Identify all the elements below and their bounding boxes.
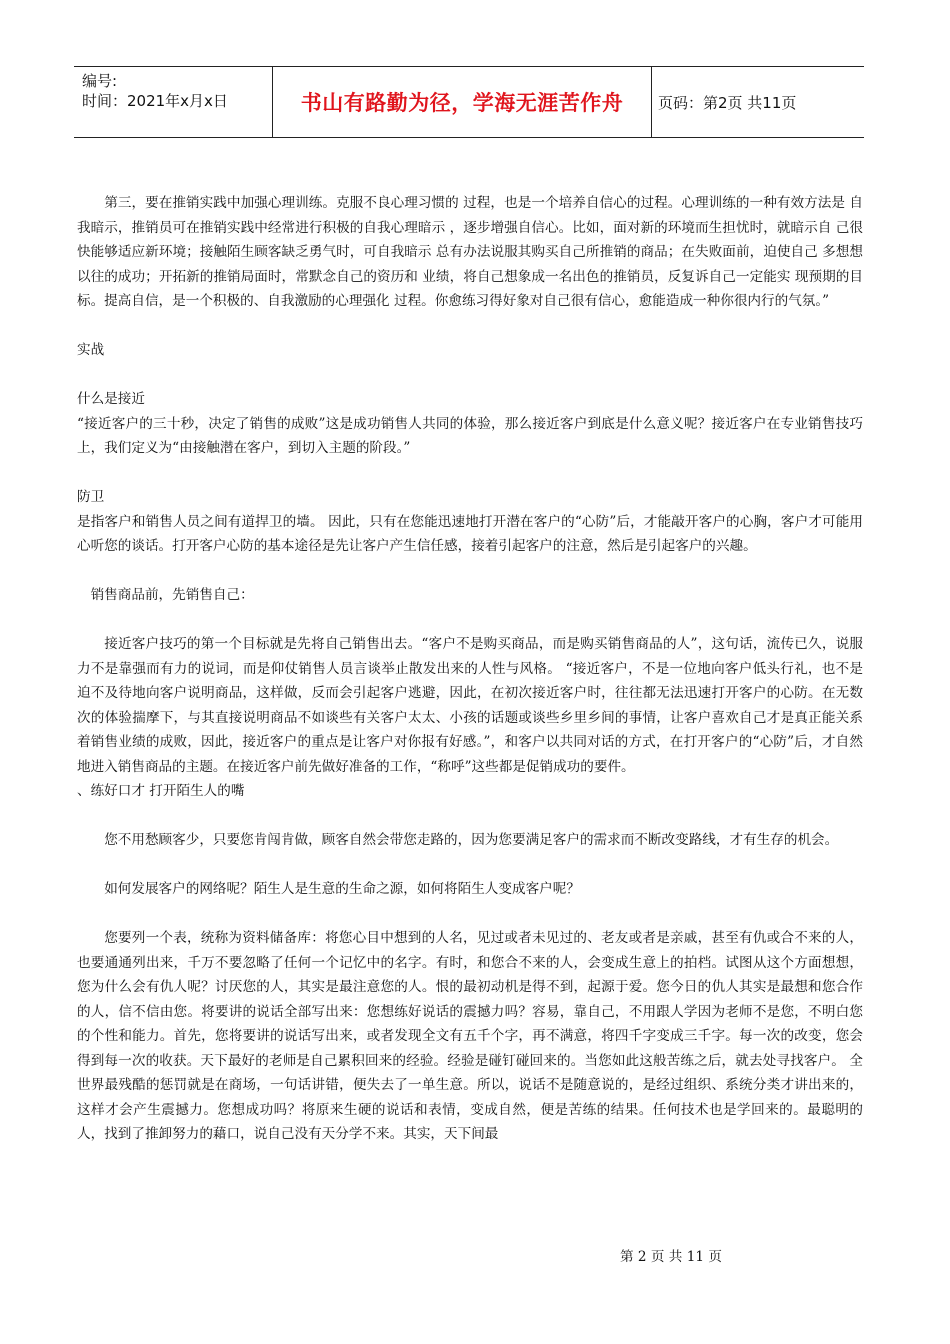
paragraph-network: 如何发展客户的网络呢？陌生人是生意的生命之源，如何将陌生人变成客户呢？ bbox=[104, 881, 580, 897]
paragraph-customers: 您不用愁顾客少，只要您肯闯肯做，顾客自然会带您走路的，因为您要满足客户的需求而不断改变路线，才有生存的机会。 bbox=[104, 832, 839, 848]
heading-eloquence: 、练好口才 打开陌生人的嘴 bbox=[77, 783, 245, 799]
heading-defense: 防卫 bbox=[77, 489, 105, 505]
paragraph-list: 您要列一个表，统称为资料储备库：将您心目中想到的人名，见过或者未见过的、老友或者是亲戚，甚至有仇或合不来的人，也要通通列出来，千万不要忽略了任何一个记忆中的名字。有时，和您合不来的人，会变成生意上的拍档。试图从这个方面想想，您为什么会有仇人呢？讨厌您的人，其实是最注意您的人。恨的最初动机是得不到，起源于爱。您今日的仇人其实是最想和您合作的人，信不信由您。将要讲的说话全部写出来：您想练好说话的震撼力吗？容易，靠自己，不用跟人学因为老师不是您，不明白您的个性和能力。首先，您将要讲的说话写出来，或者发现全文有五千个字，再不满意，将四千字变成三千字。每一次的改变，您会得到每一次的收获。天下最好的老师是自己累积回来的经验。经验是碰钉碰回来的。当您如此这般苦练之后，就去处寻找客户。 全世界最残酷的惩罚就是在商场，一句话讲错，便失去了一单生意。所以，说话不是随意说的，是经过组织、系统分类才讲出来的，这样才会产生震撼力。您想成功吗？将原来生硬的说话和表情，变成自然，便是苦练的结果。任何技术也是学回来的。最聪明的人，找到了推卸努力的藉口，说自己没有天分学不来。其实，天下间最 bbox=[77, 930, 863, 1142]
page-footer: 第 2 页 共 11 页 bbox=[620, 1249, 722, 1265]
heading-sell-yourself: 销售商品前，先销售自己： bbox=[90, 587, 254, 603]
paragraph-defense: 是指客户和销售人员之间有道捍卫的墙。 因此，只有在您能迅速地打开潜在客户的“心防”后，才能敲开客户的心胸，客户才可能用心听您的谈话。打开客户心防的基本途径是先让客户产生信任感，接着引起客户的注意，然后是引起客户的兴趣。 bbox=[77, 513, 863, 554]
header-motto: 书山有路勤为径，学海无涯苦作舟 bbox=[272, 67, 652, 137]
heading-practice: 实战 bbox=[77, 342, 105, 358]
paragraph-psych-training: 第三，要在推销实践中加强心理训练。克服不良心理习惯的 过程，也是一个培养自信心的过程。心理训练的一种有效方法是 自我暗示，推销员可在推销实践中经常进行积极的自我心理暗示 ，逐步增强自信心。比如，面对新的环境而生担忧时，就暗示自 己很快能够适应新环境；接触陌生顾客缺乏勇气时，可自我暗示 总有办法说服其购买自己所推销的商品；在失败面前，迫使自己 多想想以往的成功；开拓新的推销局面时，常默念自己的资历和 业绩，将自己想象成一名出色的推销员，反复诉自己一定能实 现预期的目标。提高自信，是一个积极的、自我激励的心理强化 过程。你愈练习得好象对自己很有信心，愈能造成一种你很内行的气氛。” bbox=[77, 195, 863, 309]
header-meta bbox=[74, 67, 272, 137]
heading-what-is-approach: 什么是接近 bbox=[77, 391, 145, 407]
document-body bbox=[77, 191, 863, 1147]
paragraph-sell-yourself: 接近客户技巧的第一个目标就是先将自己销售出去。“客户不是购买商品，而是购买销售商品的人”，这句话，流传已久，说服力不是靠强而有力的说词，而是仰仗销售人员言谈举止散发出来的人性与风格。 “接近客户，不是一位地向客户低头行礼，也不是迫不及待地向客户说明商品，这样做，反而会引起客户逃避，因此，在初次接近客户时，往往都无法迅速打开客户的心防。在无数次的体验揣摩下，与其直接说明商品不如谈些有关客户太太、小孩的话题或谈些乡里乡间的事情，让客户喜欢自己才是真正能关系着销售业绩的成败，因此，接近客户的重点是让客户对你报有好感。”，和客户以共同对话的方式，在打开客户的“心防”后，才自然地进入销售商品的主题。在接近客户前先做好准备的工作，“称呼”这些都是促销成功的要件。 bbox=[77, 636, 863, 775]
header-page-info: 页码：第2页 共11页 bbox=[658, 93, 797, 112]
paragraph-approach-definition: “接近客户的三十秒，决定了销售的成败”这是成功销售人共同的体验，那么接近客户到底是什么意义呢？接近客户在专业销售技巧上，我们定义为“由接触潜在客户，到切入主题的阶段。” bbox=[77, 415, 863, 456]
number-label: 编号: bbox=[82, 72, 118, 90]
page-header bbox=[74, 66, 864, 138]
time-label: 时间：2021年x月x日 bbox=[82, 92, 228, 110]
